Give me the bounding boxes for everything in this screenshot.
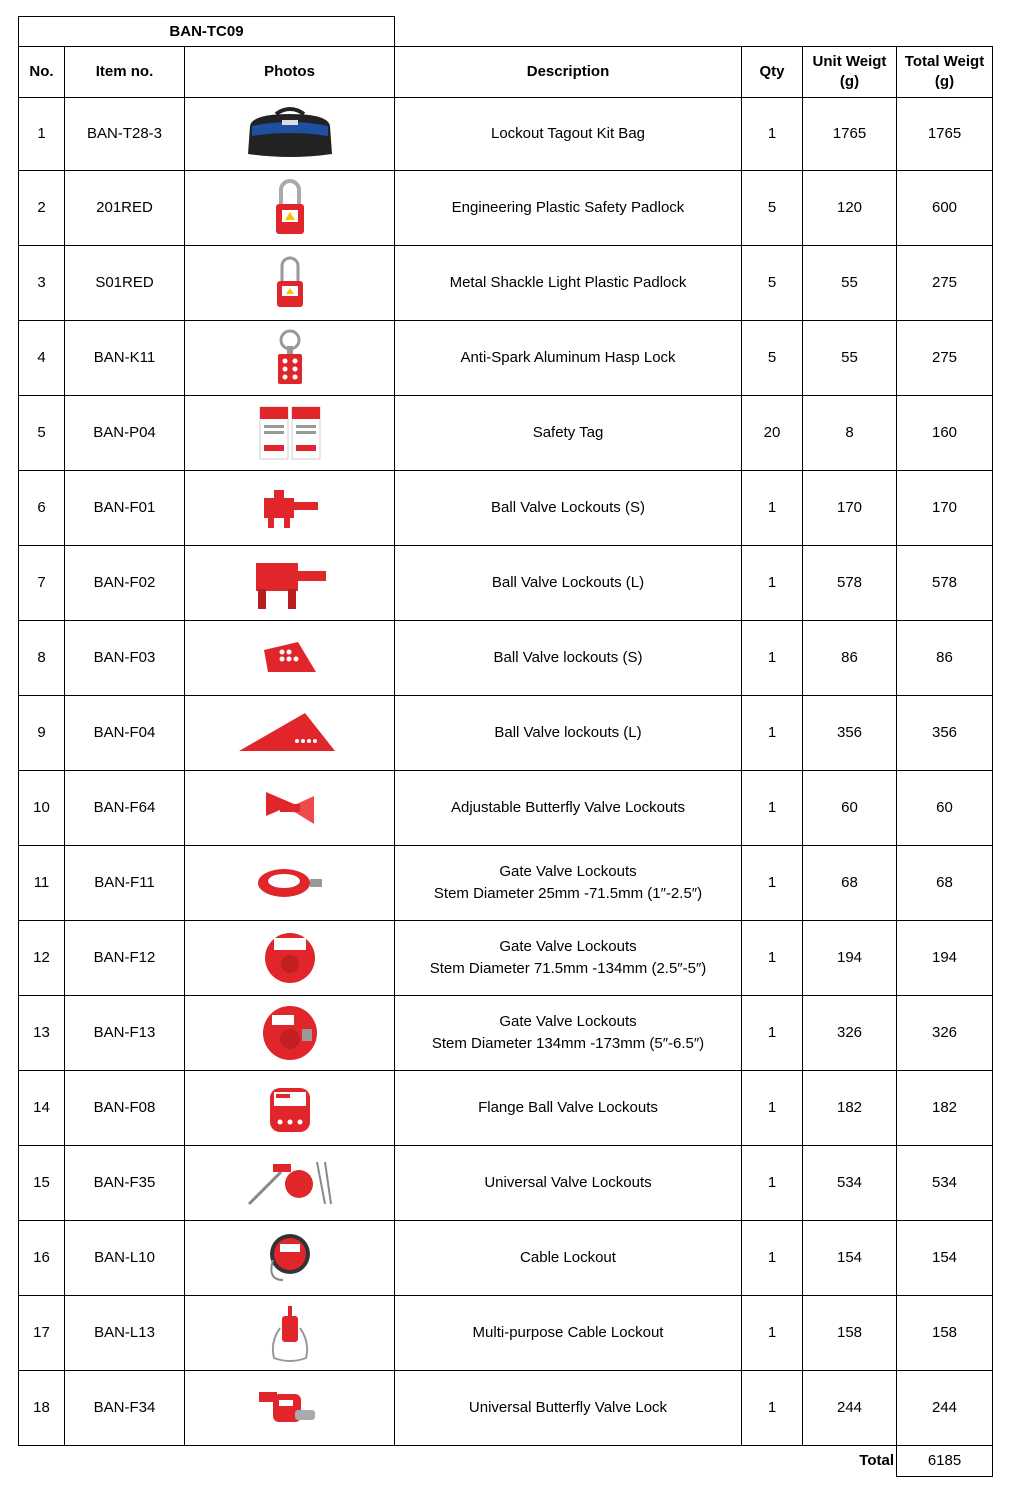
- row-no: 12: [19, 921, 65, 996]
- row-photo: [185, 1221, 395, 1296]
- row-qty: 1: [742, 1221, 803, 1296]
- multipurpose-cable-lockout-icon: [185, 1302, 394, 1364]
- row-description: [395, 1071, 742, 1146]
- description-line: Stem Diameter 134mm -173mm (5″-6.5″): [431, 1035, 705, 1052]
- row-photo: [185, 1071, 395, 1146]
- description-line: Stem Diameter 25mm -71.5mm (1″-2.5″): [433, 885, 703, 902]
- table-row: [19, 471, 993, 546]
- header-unit-weight: Unit Weigt (g): [803, 47, 897, 98]
- description-line: Adjustable Butterfly Valve Lockouts: [450, 799, 686, 816]
- row-no: 2: [19, 171, 65, 246]
- row-qty: 20: [742, 396, 803, 471]
- wedge-lockout-small-icon: [185, 640, 394, 676]
- description-line: Safety Tag: [532, 424, 604, 441]
- row-item-no: BAN-L13: [65, 1296, 185, 1371]
- header-row: [19, 47, 993, 98]
- table-row: [19, 1146, 993, 1221]
- row-no: 10: [19, 771, 65, 846]
- row-unit-weight: 8: [803, 396, 897, 471]
- flange-valve-lockout-icon: [185, 1078, 394, 1138]
- description-line: Ball Valve Lockouts (S): [491, 499, 645, 516]
- row-no: 13: [19, 996, 65, 1071]
- table-row: [19, 1296, 993, 1371]
- row-unit-weight: 170: [803, 471, 897, 546]
- row-photo: [185, 696, 395, 771]
- row-total-weight: 60: [897, 771, 993, 846]
- row-item-no: BAN-K11: [65, 321, 185, 396]
- description-line: Gate Valve Lockouts: [499, 938, 637, 955]
- description-line: Universal Valve Lockouts: [484, 1174, 652, 1191]
- description-line: Stem Diameter 71.5mm -134mm (2.5″-5″): [429, 960, 707, 977]
- description-line: Cable Lockout: [520, 1249, 616, 1266]
- row-description: [395, 696, 742, 771]
- ball-valve-lockout-small-icon: [185, 486, 394, 530]
- row-item-no: S01RED: [65, 246, 185, 321]
- row-qty: 1: [742, 546, 803, 621]
- row-unit-weight: 534: [803, 1146, 897, 1221]
- total-value: 6185: [897, 1446, 993, 1477]
- row-description: [395, 771, 742, 846]
- row-total-weight: 534: [897, 1146, 993, 1221]
- row-item-no: BAN-F64: [65, 771, 185, 846]
- row-unit-weight: 182: [803, 1071, 897, 1146]
- row-description: [395, 1146, 742, 1221]
- row-total-weight: 182: [897, 1071, 993, 1146]
- row-photo: [185, 471, 395, 546]
- row-item-no: BAN-F34: [65, 1371, 185, 1446]
- table-row: [19, 246, 993, 321]
- row-description: [395, 621, 742, 696]
- row-total-weight: 244: [897, 1371, 993, 1446]
- row-item-no: BAN-L10: [65, 1221, 185, 1296]
- row-item-no: BAN-F35: [65, 1146, 185, 1221]
- table-row: [19, 321, 993, 396]
- row-no: 17: [19, 1296, 65, 1371]
- hasp-lock-icon: [185, 328, 394, 388]
- kit-table: [18, 16, 993, 1477]
- row-unit-weight: 158: [803, 1296, 897, 1371]
- row-item-no: BAN-F12: [65, 921, 185, 996]
- row-description: [395, 396, 742, 471]
- kit-sheet: [18, 16, 993, 1477]
- description-line: Flange Ball Valve Lockouts: [478, 1099, 658, 1116]
- row-qty: 1: [742, 921, 803, 996]
- row-unit-weight: 244: [803, 1371, 897, 1446]
- row-no: 3: [19, 246, 65, 321]
- header-description: Description: [395, 47, 742, 98]
- row-qty: 1: [742, 996, 803, 1071]
- row-item-no: BAN-P04: [65, 396, 185, 471]
- row-description: [395, 846, 742, 921]
- row-qty: 1: [742, 1146, 803, 1221]
- row-item-no: BAN-F01: [65, 471, 185, 546]
- row-unit-weight: 356: [803, 696, 897, 771]
- row-qty: 1: [742, 1296, 803, 1371]
- row-photo: [185, 771, 395, 846]
- row-item-no: BAN-F04: [65, 696, 185, 771]
- header-no: No.: [19, 47, 65, 98]
- table-row: [19, 771, 993, 846]
- row-item-no: BAN-F11: [65, 846, 185, 921]
- table-row: [19, 546, 993, 621]
- row-qty: 1: [742, 696, 803, 771]
- row-unit-weight: 120: [803, 171, 897, 246]
- row-description: [395, 546, 742, 621]
- description-line: Gate Valve Lockouts: [499, 1013, 637, 1030]
- row-unit-weight: 326: [803, 996, 897, 1071]
- butterfly-valve-lockout-icon: [185, 784, 394, 832]
- row-unit-weight: 86: [803, 621, 897, 696]
- row-total-weight: 275: [897, 321, 993, 396]
- row-unit-weight: 154: [803, 1221, 897, 1296]
- row-no: 4: [19, 321, 65, 396]
- row-no: 7: [19, 546, 65, 621]
- table-row: [19, 98, 993, 171]
- description-line: Ball Valve lockouts (S): [493, 649, 643, 666]
- table-row: [19, 621, 993, 696]
- row-no: 14: [19, 1071, 65, 1146]
- row-photo: [185, 921, 395, 996]
- table-row: [19, 1371, 993, 1446]
- row-no: 16: [19, 1221, 65, 1296]
- row-photo: [185, 321, 395, 396]
- row-photo: [185, 1146, 395, 1221]
- description-line: Multi-purpose Cable Lockout: [472, 1324, 664, 1341]
- row-item-no: BAN-F02: [65, 546, 185, 621]
- row-description: [395, 1371, 742, 1446]
- row-unit-weight: 68: [803, 846, 897, 921]
- row-total-weight: 154: [897, 1221, 993, 1296]
- row-no: 8: [19, 621, 65, 696]
- header-total-weight: Total Weigt (g): [897, 47, 993, 98]
- table-row: [19, 1221, 993, 1296]
- row-description: [395, 1221, 742, 1296]
- description-line: Metal Shackle Light Plastic Padlock: [449, 274, 687, 291]
- row-total-weight: 326: [897, 996, 993, 1071]
- row-item-no: BAN-F03: [65, 621, 185, 696]
- row-qty: 1: [742, 471, 803, 546]
- description-line: Universal Butterfly Valve Lock: [468, 1399, 668, 1416]
- row-total-weight: 275: [897, 246, 993, 321]
- row-qty: 1: [742, 771, 803, 846]
- row-total-weight: 158: [897, 1296, 993, 1371]
- row-qty: 1: [742, 98, 803, 171]
- row-description: [395, 98, 742, 171]
- row-photo: [185, 546, 395, 621]
- row-total-weight: 1765: [897, 98, 993, 171]
- row-photo: [185, 1371, 395, 1446]
- row-description: [395, 246, 742, 321]
- row-photo: [185, 996, 395, 1071]
- row-no: 15: [19, 1146, 65, 1221]
- table-row: [19, 921, 993, 996]
- row-unit-weight: 578: [803, 546, 897, 621]
- row-item-no: BAN-F13: [65, 996, 185, 1071]
- row-unit-weight: 55: [803, 321, 897, 396]
- table-row: [19, 996, 993, 1071]
- row-total-weight: 170: [897, 471, 993, 546]
- row-item-no: BAN-T28-3: [65, 98, 185, 171]
- ball-valve-lockout-large-icon: [185, 555, 394, 611]
- total-label: Total: [859, 1452, 894, 1470]
- kit-title-row: [19, 17, 993, 47]
- description-line: Anti-Spark Aluminum Hasp Lock: [460, 349, 676, 366]
- row-description: [395, 171, 742, 246]
- row-photo: [185, 246, 395, 321]
- row-no: 9: [19, 696, 65, 771]
- row-total-weight: 600: [897, 171, 993, 246]
- row-qty: 1: [742, 621, 803, 696]
- table-row: [19, 1071, 993, 1146]
- table-row: [19, 696, 993, 771]
- row-unit-weight: 194: [803, 921, 897, 996]
- row-total-weight: 578: [897, 546, 993, 621]
- row-description: [395, 321, 742, 396]
- gate-valve-lockout-large-icon: [185, 1003, 394, 1063]
- row-description: [395, 1296, 742, 1371]
- row-photo: [185, 98, 395, 171]
- row-qty: 1: [742, 1371, 803, 1446]
- row-no: 1: [19, 98, 65, 171]
- row-description: [395, 471, 742, 546]
- row-photo: [185, 621, 395, 696]
- wedge-lockout-large-icon: [185, 711, 394, 755]
- description-line: Gate Valve Lockouts: [499, 863, 637, 880]
- row-qty: 1: [742, 1071, 803, 1146]
- row-qty: 5: [742, 321, 803, 396]
- gate-valve-lockout-small-icon: [185, 861, 394, 905]
- row-description: [395, 996, 742, 1071]
- row-total-weight: 68: [897, 846, 993, 921]
- row-description: [395, 921, 742, 996]
- row-no: 6: [19, 471, 65, 546]
- safety-tag-icon: [185, 405, 394, 461]
- row-total-weight: 356: [897, 696, 993, 771]
- padlock-small-icon: [185, 253, 394, 313]
- row-item-no: 201RED: [65, 171, 185, 246]
- row-photo: [185, 846, 395, 921]
- description-line: Ball Valve Lockouts (L): [491, 574, 645, 591]
- total-row: [19, 1446, 993, 1477]
- row-photo: [185, 171, 395, 246]
- row-unit-weight: 60: [803, 771, 897, 846]
- tool-bag-icon: [185, 106, 394, 162]
- header-photos: Photos: [185, 47, 395, 98]
- universal-valve-lockout-icon: [185, 1158, 394, 1208]
- row-total-weight: 160: [897, 396, 993, 471]
- header-item-no: Item no.: [65, 47, 185, 98]
- table-row: [19, 396, 993, 471]
- kit-code: BAN-TC09: [19, 17, 395, 47]
- description-line: Lockout Tagout Kit Bag: [491, 125, 645, 142]
- row-unit-weight: 55: [803, 246, 897, 321]
- row-qty: 5: [742, 246, 803, 321]
- row-photo: [185, 1296, 395, 1371]
- table-row: [19, 846, 993, 921]
- row-total-weight: 194: [897, 921, 993, 996]
- row-total-weight: 86: [897, 621, 993, 696]
- cable-lockout-icon: [185, 1230, 394, 1286]
- butterfly-valve-lock-icon: [185, 1382, 394, 1434]
- row-item-no: BAN-F08: [65, 1071, 185, 1146]
- row-photo: [185, 396, 395, 471]
- row-no: 5: [19, 396, 65, 471]
- row-qty: 1: [742, 846, 803, 921]
- padlock-icon: [185, 178, 394, 238]
- row-unit-weight: 1765: [803, 98, 897, 171]
- header-qty: Qty: [742, 47, 803, 98]
- row-no: 18: [19, 1371, 65, 1446]
- description-line: Engineering Plastic Safety Padlock: [451, 199, 685, 216]
- row-qty: 5: [742, 171, 803, 246]
- description-line: Ball Valve lockouts (L): [494, 724, 642, 741]
- table-row: [19, 171, 993, 246]
- gate-valve-lockout-medium-icon: [185, 930, 394, 986]
- row-no: 11: [19, 846, 65, 921]
